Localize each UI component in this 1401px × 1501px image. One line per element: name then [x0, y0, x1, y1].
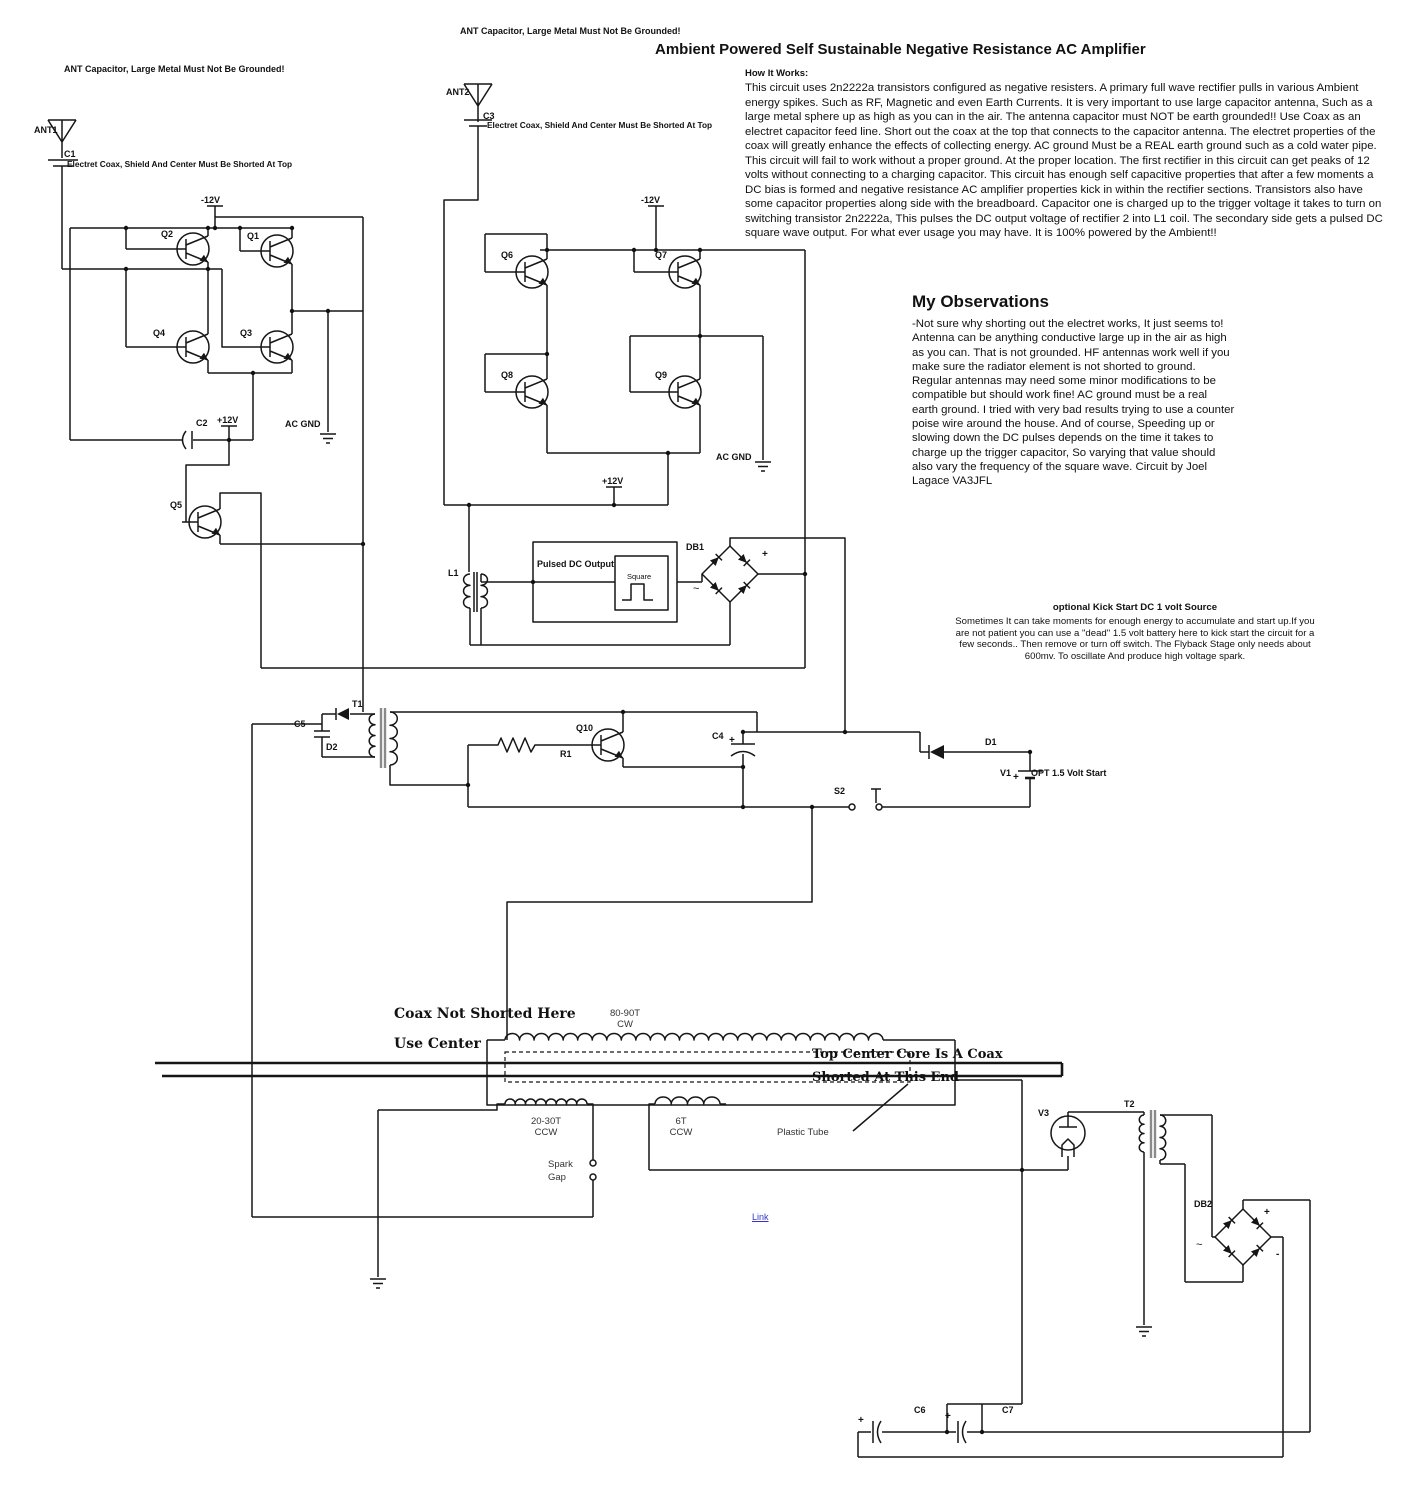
- label-q5: Q5: [170, 500, 183, 510]
- label-q9: Q9: [655, 370, 668, 380]
- label-top-coil-dir: CW: [617, 1019, 633, 1030]
- label-v1-plus: +: [1013, 772, 1019, 783]
- label-gap: Gap: [548, 1172, 566, 1183]
- label-ter-coil-dir: CCW: [669, 1127, 693, 1138]
- label-q10: Q10: [576, 723, 594, 733]
- label-q6: Q6: [501, 250, 514, 260]
- label-pos12-left: +12V: [217, 415, 239, 425]
- label-c6: C6: [914, 1405, 926, 1415]
- label-ant1: ANT1: [34, 125, 58, 135]
- label-c7: C7: [1002, 1405, 1014, 1415]
- note-electret-2: Electret Coax, Shield And Center Must Be Shorted At Top: [487, 120, 713, 130]
- label-l1: L1: [448, 568, 459, 578]
- label-t2: T2: [1124, 1099, 1135, 1109]
- label-v1: V1: [1000, 768, 1012, 778]
- label-top-coil-turns: 80-90T: [609, 1008, 641, 1019]
- label-shorted-end: Shorted At This End: [812, 1070, 959, 1085]
- label-c1: C1: [64, 149, 76, 159]
- transistor-q6: [509, 250, 548, 294]
- observations-body: -Not sure why shorting out the electret works, It just seems to! Antenna can be anything conductive large up in the air as high as you can. That is not grounded. HF antennas work well if you make sure the radiator element is not shorted to ground. Regular antennas may need some minor modifications to be compatible but should work fine! AC ground must be a real earth ground. I tried with very bad results trying to use a counter poise wire around the house. And of course, Speeding up or slowing down the DC pulses depends on the time it takes to charge up the trigger capacitor, So varying that value should also vary the frequency of the square wave. Circuit by Joel Lagace VA3JFL: [912, 318, 1235, 488]
- left-antenna-note: ANT Capacitor, Large Metal Must Not Be Grounded!: [64, 64, 285, 74]
- label-c2: C2: [196, 418, 208, 428]
- transistor-q5: [182, 500, 221, 544]
- note-electret-1: Electret Coax, Shield And Center Must Be Shorted At Top: [67, 159, 293, 169]
- kick-start-body: Sometimes It can take moments for enough energy to accumulate and start up.If you are not patient you can use a "dead" 1.5 volt battery here to kick start the circuit for a few seconds.. Then remove or turn off switch. The Flyback Stage only needs about 600mv. To oscillate And produce high voltage spark.: [955, 616, 1315, 663]
- label-ant2: ANT2: [446, 87, 470, 97]
- transistor-q9: [662, 370, 701, 414]
- label-coax-not-shorted: Coax Not Shorted Here: [394, 1006, 576, 1022]
- label-db2-minus: -: [1276, 1249, 1280, 1260]
- transistor-q4: [170, 325, 209, 369]
- label-d1: D1: [985, 737, 997, 747]
- label-spark: Spark: [548, 1159, 573, 1170]
- kick-start-heading: optional Kick Start DC 1 volt Source: [1052, 602, 1218, 613]
- label-c3: C3: [483, 111, 495, 121]
- label-q4: Q4: [153, 328, 166, 338]
- label-acgnd-mid: AC GND: [716, 452, 752, 462]
- observations-heading: My Observations: [912, 292, 1049, 311]
- label-q1: Q1: [247, 231, 260, 241]
- transistor-q3: [254, 325, 293, 369]
- how-it-works-body: This circuit uses 2n2222a transistors configured as negative resisters. A primary full wave rectifier pulls in various Ambient energy spikes. Such as RF, Magnetic and even Earth Currents. It is very important to use large capacitor antenna, Such as a large metal sphere up as high as you can in the air. The antenna capacitor must NOT be earth grounded!! Use Coax as an electret capacitor feed line. Short out the coax at the top that connects to the capacitor antenna. The electret properties of the coax will greatly enhance the effects of collecting energy. AC ground Must be a REAL earth ground such as a cold water pipe. This circuit will fail to work without a proper ground. At the proper location. The first rectifier in this circuit can get peaks of 12 volts without connecting to a charging capacitor. This circuit has enough self capacitive properties that after a few moments a DC bias is formed and negative resistance AC amplifier properties kick in within the rectifier sections. Transistors also have some capacitor properties along side with the breadboard. Capacitor one is charged up to the trigger voltage it takes to turn on switching transistor 2n2222a, This pulses the DC output voltage of rectifier 2 into L1 coil. The secondary side gets a pulsed DC square wave output. For what ever usage you may have. It is 100% powered by the Ambient!!: [745, 82, 1383, 239]
- label-square: Square: [627, 572, 652, 581]
- label-sec-coil-dir: CCW: [534, 1127, 558, 1138]
- label-q3: Q3: [240, 328, 253, 338]
- page-title: Ambient Powered Self Sustainable Negative Resistance AC Amplifier: [655, 41, 1146, 58]
- label-c7-plus: +: [945, 1411, 951, 1422]
- transistor-q1: [254, 229, 293, 273]
- label-sec-coil-turns: 20-30T: [530, 1116, 562, 1127]
- label-db2-ac: ~: [1196, 1239, 1203, 1251]
- label-c4-plus: +: [729, 735, 735, 746]
- label-db1-plus: +: [762, 549, 768, 560]
- label-d2: D2: [326, 742, 338, 752]
- label-pos12-mid: +12V: [602, 476, 624, 486]
- label-q8: Q8: [501, 370, 514, 380]
- circuit-wires: [48, 84, 1310, 1457]
- label-ter-coil-turns: 6T: [675, 1116, 687, 1127]
- label-q2: Q2: [161, 229, 174, 239]
- label-r1: R1: [560, 749, 572, 759]
- transistor-q8: [509, 370, 548, 414]
- label-v3: V3: [1038, 1108, 1050, 1118]
- transistors: [170, 227, 701, 767]
- junction-dots: [124, 226, 1032, 1434]
- label-c6-plus: +: [858, 1415, 864, 1426]
- label-q7: Q7: [655, 250, 668, 260]
- transistor-q7: [662, 250, 701, 294]
- label-db1: DB1: [686, 542, 705, 552]
- label-neg12-mid: -12V: [641, 195, 661, 205]
- label-plastic-tube: Plastic Tube: [777, 1127, 829, 1138]
- top-antenna-note: ANT Capacitor, Large Metal Must Not Be Grounded!: [460, 26, 681, 36]
- how-it-works-heading: How It Works:: [745, 68, 809, 79]
- transistor-q2: [170, 227, 209, 271]
- label-use-center: Use Center: [394, 1036, 481, 1052]
- label-db1-ac: ~: [693, 583, 700, 595]
- label-s2: S2: [834, 786, 846, 796]
- label-db2-plus: +: [1264, 1207, 1270, 1218]
- component-labels: [34, 87, 1279, 1426]
- label-top-center-coax: Top Center Core Is A Coax: [812, 1047, 1003, 1062]
- external-link[interactable]: Link: [752, 1212, 769, 1222]
- label-acgnd-left: AC GND: [285, 419, 321, 429]
- label-opt-start: OPT 1.5 Volt Start: [1031, 768, 1107, 778]
- label-db2: DB2: [1194, 1199, 1213, 1209]
- label-c5: C5: [294, 719, 306, 729]
- label-pulsed-dc: Pulsed DC Output: [537, 559, 614, 569]
- label-t1: T1: [352, 699, 363, 709]
- label-c4: C4: [712, 731, 724, 741]
- label-neg12-left: -12V: [201, 195, 221, 205]
